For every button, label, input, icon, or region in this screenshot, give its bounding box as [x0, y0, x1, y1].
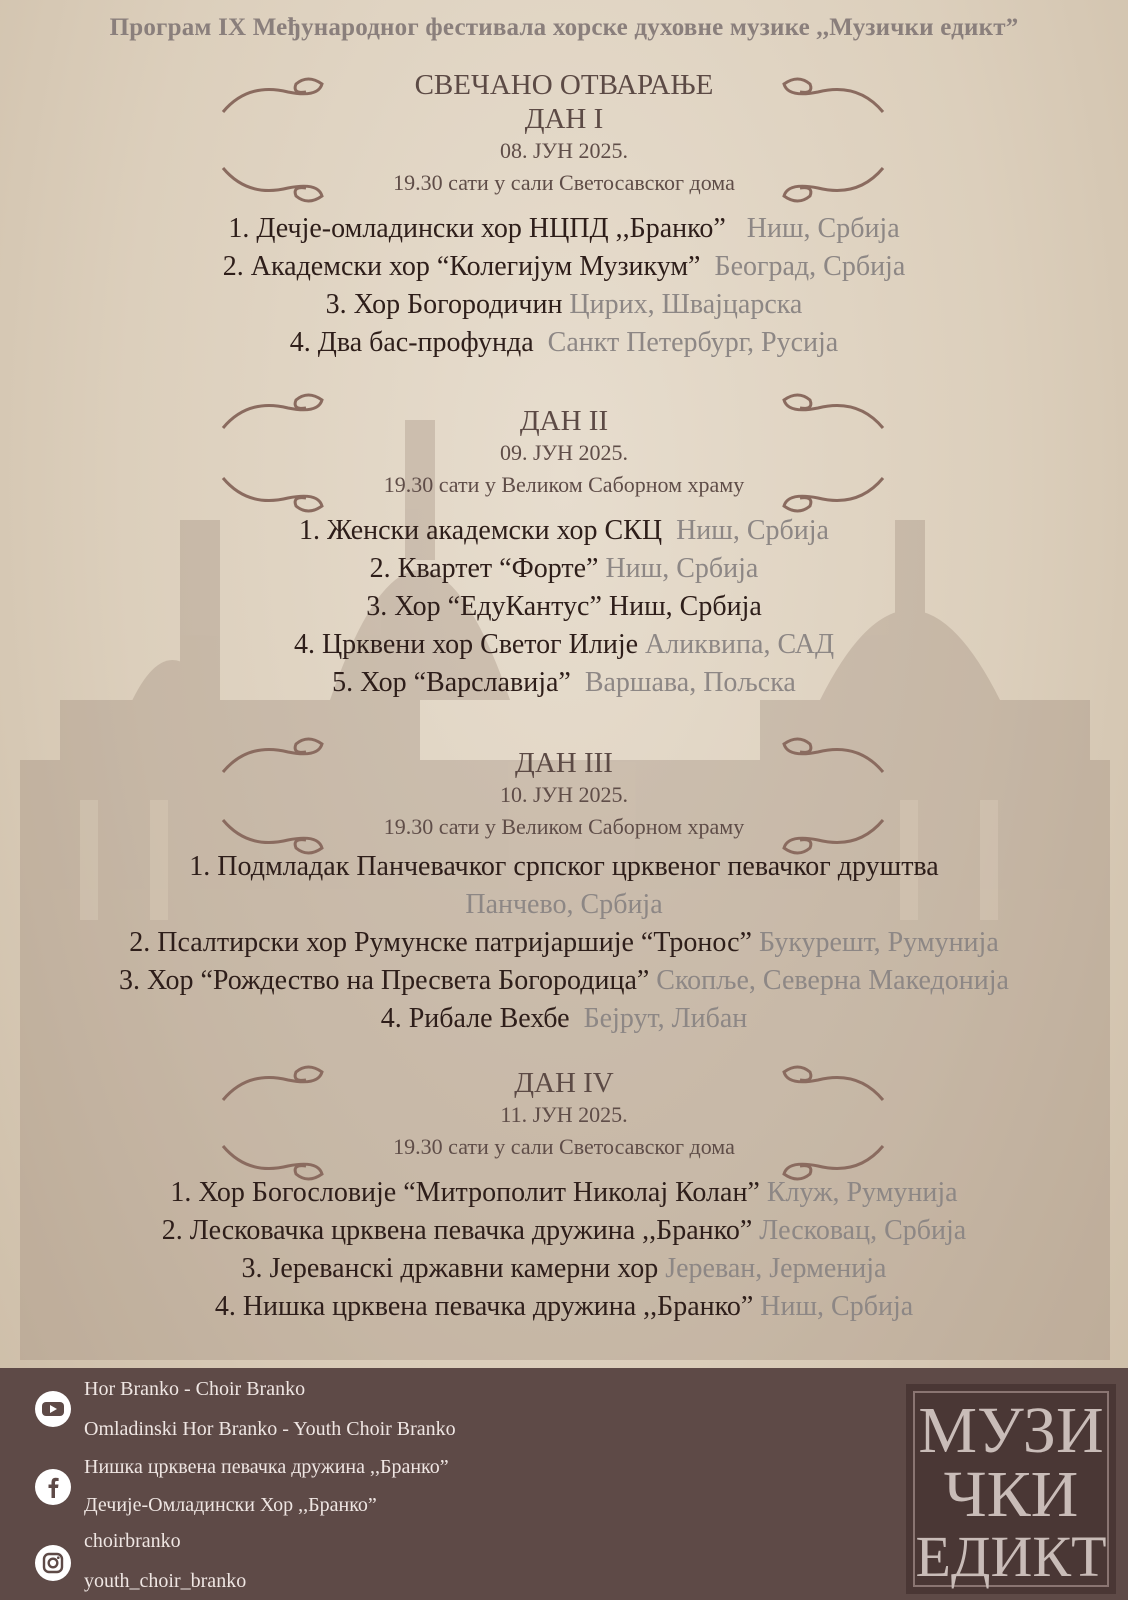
youtube-icon[interactable] — [34, 1390, 72, 1428]
day-date: 10. ЈУН 2025. — [499, 782, 629, 807]
day-heading: ДАН III — [515, 747, 613, 779]
program-item — [0, 286, 1128, 324]
program-item — [0, 512, 1128, 550]
day-date: 08. ЈУН 2025. — [499, 138, 629, 163]
program-item — [0, 1288, 1128, 1326]
choir-name: 3. Хор Богородичин — [325, 289, 563, 320]
day-date: 11. ЈУН 2025. — [500, 1102, 628, 1127]
choir-name: 1. Дечје-омладински хор НЦПД ,,Бранко” — [228, 213, 726, 244]
choir-name: 2. Лесковачка црквена певачка дружина ,,Бранко” — [161, 1215, 753, 1246]
choir-location: Аликвипа, САД — [645, 629, 835, 660]
svg-text:ЕДИКТ: ЕДИКТ — [915, 1524, 1107, 1589]
choir-location: Ниш, Србија — [760, 1291, 914, 1322]
choir-location: Панчево, Србија — [465, 889, 663, 920]
opening-heading: СВЕЧАНО ОТВАРАЊЕ — [414, 69, 714, 101]
choir-location: Клуж, Румунија — [766, 1177, 958, 1208]
choir-name: 2. Академски хор “Колегијум Музикум” — [222, 251, 701, 282]
day-venue: 19.30 сати у Великом Саборном храму — [383, 472, 745, 497]
program-item — [0, 324, 1128, 362]
instagram-handle-link[interactable]: youth_choir_branko — [84, 1570, 247, 1592]
day-heading: ДАН IV — [514, 1067, 614, 1099]
choir-location: Варшава, Пољска — [584, 667, 796, 698]
day-venue: 19.30 сати у сали Светосавског дома — [393, 1134, 735, 1159]
program-item — [0, 248, 1128, 286]
instagram-handle-link[interactable]: choirbranko — [84, 1530, 181, 1552]
program-item — [0, 588, 1128, 626]
facebook-page-link[interactable]: Дечије-Омладински Хор ,,Бранко” — [84, 1494, 377, 1516]
choir-name: 4. Два бас-профунда — [289, 327, 534, 358]
program-item — [0, 886, 1128, 924]
day-1-section — [0, 68, 1128, 362]
program-item — [0, 210, 1128, 248]
instagram-icon[interactable] — [34, 1544, 72, 1582]
choir-name: 4. Црквени хор Светог Илије — [293, 629, 639, 660]
program-item — [0, 664, 1128, 702]
day-venue: 19.30 сати у Великом Саборном храму — [383, 814, 745, 839]
choir-location: Цирих, Швајцарска — [569, 289, 803, 320]
choir-name: 2. Квартет “Форте” — [369, 553, 599, 584]
choir-name: 1. Хор Богословије “Митрополит Николај Колан” — [170, 1177, 760, 1208]
muzicki-edikt-logo — [906, 1384, 1116, 1594]
choir-name: 5. Хор “Варславија” — [332, 667, 571, 698]
program-item — [0, 1250, 1128, 1288]
choir-name: 3. Хор “Рождество на Пресвета Богородица” — [119, 965, 650, 996]
choir-location: Јереван, Јерменија — [665, 1253, 887, 1284]
program-title: Програм IX Међународног фестивала хорске духовне музике ,,Музички едикт” — [109, 14, 1019, 41]
day-heading: ДАН II — [519, 405, 609, 437]
choir-name: 1. Женски академски хор СКЦ — [299, 515, 663, 546]
day-venue: 19.30 сати у сали Светосавског дома — [393, 170, 735, 195]
program-item — [0, 848, 1128, 886]
choir-name: 3. Јереванскi државни камерни хор — [241, 1253, 659, 1284]
choir-location: Скопље, Северна Македонија — [656, 965, 1009, 996]
choir-location: Бејрут, Либан — [583, 1003, 748, 1034]
choir-name: 4. Нишка црквена певачка дружина ,,Бранко” — [214, 1291, 754, 1322]
program-item — [0, 626, 1128, 664]
program-item — [0, 924, 1128, 962]
facebook-icon[interactable] — [34, 1468, 72, 1506]
svg-text:МУЗИ: МУЗИ — [918, 1394, 1104, 1467]
facebook-page-link[interactable]: Нишка црквена певачка дружина ,,Бранко” — [84, 1456, 449, 1478]
youtube-channel-link[interactable]: Omladinski Hor Branko - Youth Choir Branko — [84, 1418, 456, 1440]
choir-location: Лесковац, Србија — [759, 1215, 967, 1246]
choir-location: Ниш, Србија — [746, 213, 900, 244]
day-2-section — [0, 404, 1128, 702]
choir-location: Букурешт, Румунија — [758, 927, 999, 958]
day-3-section — [0, 746, 1128, 1038]
day-4-section — [0, 1066, 1128, 1326]
program-item — [0, 962, 1128, 1000]
choir-name: 1. Подмладак Панчевачког српског црквеног певачког друштва — [189, 851, 939, 882]
choir-name: 3. Хор “ЕдуКантус” — [366, 591, 602, 622]
program-item — [0, 1174, 1128, 1212]
svg-text:ЧКИ: ЧКИ — [943, 1458, 1079, 1531]
day-date: 09. ЈУН 2025. — [499, 440, 629, 465]
day-heading: ДАН I — [524, 103, 604, 135]
program-item — [0, 550, 1128, 588]
choir-location: Ниш, Србија — [605, 553, 759, 584]
choir-name: 4. Рибале Вехбе — [380, 1003, 570, 1034]
program-item — [0, 1212, 1128, 1250]
choir-name: 2. Псалтирски хор Румунске патријаршије “Тронос” — [129, 927, 752, 958]
program-item — [0, 1000, 1128, 1038]
choir-location: Београд, Србија — [714, 251, 906, 282]
choir-location: Ниш, Србија — [608, 591, 762, 622]
youtube-channel-link[interactable]: Hor Branko - Choir Branko — [84, 1378, 306, 1400]
choir-location: Санкт Петербург, Русија — [547, 327, 839, 358]
choir-location: Ниш, Србија — [676, 515, 829, 546]
